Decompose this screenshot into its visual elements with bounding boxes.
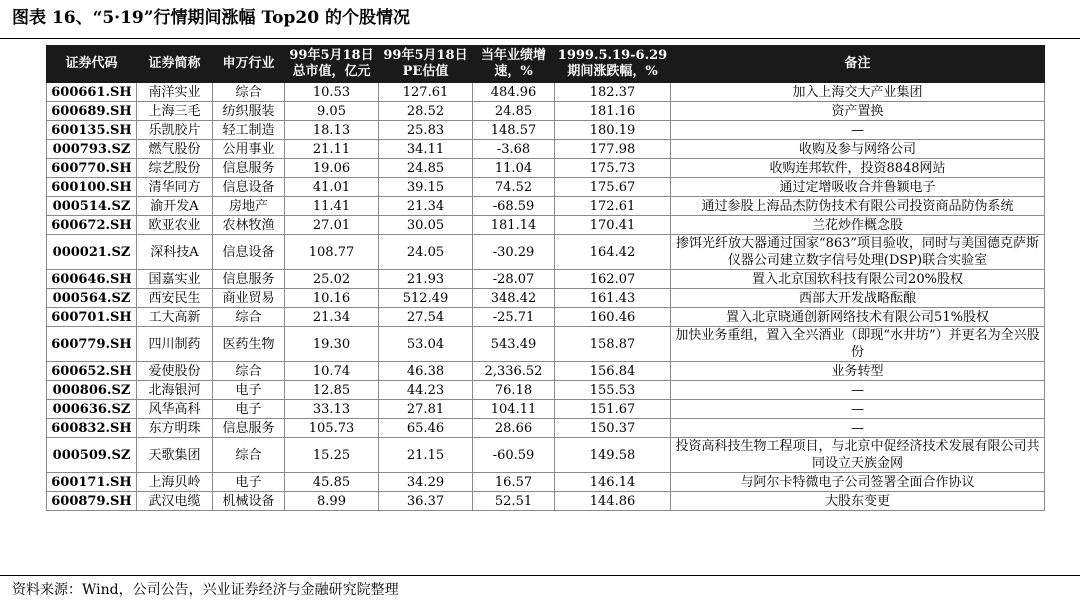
header-growth: 当年业绩增速，%: [473, 46, 555, 83]
cell-growth: 16.57: [473, 473, 555, 492]
cell-growth: 74.52: [473, 178, 555, 197]
cell-industry: 农林牧渔: [213, 216, 285, 235]
table-row: [47, 140, 1045, 159]
cell-pe: 24.05: [379, 235, 473, 270]
cell-industry: 信息服务: [213, 270, 285, 289]
cell-market-cap: 10.16: [285, 289, 379, 308]
cell-change: 180.19: [555, 121, 671, 140]
table-row: [47, 83, 1045, 102]
cell-pe: 53.04: [379, 327, 473, 362]
cell-industry: 电子: [213, 473, 285, 492]
cell-growth: 52.51: [473, 492, 555, 511]
bottom-rule: [0, 575, 1080, 576]
cell-name: 欧亚农业: [137, 216, 213, 235]
cell-code: 600701.SH: [47, 308, 137, 327]
cell-pe: 30.05: [379, 216, 473, 235]
cell-code: 600646.SH: [47, 270, 137, 289]
cell-growth: 11.04: [473, 159, 555, 178]
cell-change: 160.46: [555, 308, 671, 327]
cell-name: 西安民生: [137, 289, 213, 308]
cell-market-cap: 12.85: [285, 381, 379, 400]
cell-change: 162.07: [555, 270, 671, 289]
cell-pe: 34.11: [379, 140, 473, 159]
cell-industry: 房地产: [213, 197, 285, 216]
cell-pe: 25.83: [379, 121, 473, 140]
cell-note: 业务转型: [671, 362, 1045, 381]
cell-industry: 综合: [213, 83, 285, 102]
cell-growth: 76.18: [473, 381, 555, 400]
cell-change: 146.14: [555, 473, 671, 492]
cell-name: 乐凯胶片: [137, 121, 213, 140]
cell-note: 西部大开发战略酝酿: [671, 289, 1045, 308]
cell-pe: 512.49: [379, 289, 473, 308]
cell-pe: 24.85: [379, 159, 473, 178]
table-row: [47, 216, 1045, 235]
cell-growth: 181.14: [473, 216, 555, 235]
cell-market-cap: 33.13: [285, 400, 379, 419]
cell-code: 000636.SZ: [47, 400, 137, 419]
cell-name: 上海三毛: [137, 102, 213, 121]
cell-pe: 27.81: [379, 400, 473, 419]
cell-change: 177.98: [555, 140, 671, 159]
cell-market-cap: 108.77: [285, 235, 379, 270]
cell-industry: 电子: [213, 381, 285, 400]
cell-change: 150.37: [555, 419, 671, 438]
cell-code: 600832.SH: [47, 419, 137, 438]
cell-market-cap: 27.01: [285, 216, 379, 235]
cell-name: 深科技A: [137, 235, 213, 270]
cell-growth: 28.66: [473, 419, 555, 438]
cell-change: 161.43: [555, 289, 671, 308]
cell-market-cap: 19.30: [285, 327, 379, 362]
cell-code: 600135.SH: [47, 121, 137, 140]
cell-note: —: [671, 381, 1045, 400]
table-row: [47, 235, 1045, 270]
cell-name: 北海银河: [137, 381, 213, 400]
cell-growth: 543.49: [473, 327, 555, 362]
cell-growth: 348.42: [473, 289, 555, 308]
header-name: 证券简称: [137, 46, 213, 83]
cell-pe: 21.34: [379, 197, 473, 216]
cell-note: 收购及参与网络公司: [671, 140, 1045, 159]
cell-name: 南洋实业: [137, 83, 213, 102]
cell-note: 通过定增吸收合并鲁颖电子: [671, 178, 1045, 197]
table-row: [47, 381, 1045, 400]
cell-name: 风华高科: [137, 400, 213, 419]
cell-pe: 44.23: [379, 381, 473, 400]
table-row: [47, 308, 1045, 327]
table-row: [47, 473, 1045, 492]
cell-pe: 65.46: [379, 419, 473, 438]
cell-growth: 2,336.52: [473, 362, 555, 381]
cell-market-cap: 19.06: [285, 159, 379, 178]
cell-note: —: [671, 121, 1045, 140]
cell-code: 600779.SH: [47, 327, 137, 362]
table-row: [47, 492, 1045, 511]
cell-change: 181.16: [555, 102, 671, 121]
header-row: [47, 46, 1045, 83]
cell-note: 加入上海交大产业集团: [671, 83, 1045, 102]
cell-change: 172.61: [555, 197, 671, 216]
cell-pe: 36.37: [379, 492, 473, 511]
cell-name: 爱使股份: [137, 362, 213, 381]
cell-code: 000793.SZ: [47, 140, 137, 159]
header-change: 1999.5.19-6.29期间涨跌幅，%: [555, 46, 671, 83]
cell-change: 151.67: [555, 400, 671, 419]
table-row: [47, 197, 1045, 216]
table-row: [47, 178, 1045, 197]
cell-change: 182.37: [555, 83, 671, 102]
cell-code: 600100.SH: [47, 178, 137, 197]
cell-note: 大股东变更: [671, 492, 1045, 511]
cell-code: 600689.SH: [47, 102, 137, 121]
cell-name: 天歌集团: [137, 438, 213, 473]
cell-code: 600770.SH: [47, 159, 137, 178]
cell-note: 与阿尔卡特微电子公司签署全面合作协议: [671, 473, 1045, 492]
cell-pe: 34.29: [379, 473, 473, 492]
table-row: [47, 102, 1045, 121]
cell-industry: 综合: [213, 438, 285, 473]
source-note: 资料来源：Wind，公司公告，兴业证券经济与金融研究院整理: [12, 582, 399, 598]
cell-note: 掺饵光纤放大器通过国家“863”项目验收，同时与美国德克萨斯仪器公司建立数字信号处理(DSP)联合实验室: [671, 235, 1045, 270]
cell-name: 武汉电缆: [137, 492, 213, 511]
cell-growth: 148.57: [473, 121, 555, 140]
cell-name: 燃气股份: [137, 140, 213, 159]
cell-change: 149.58: [555, 438, 671, 473]
cell-industry: 信息服务: [213, 159, 285, 178]
cell-code: 000514.SZ: [47, 197, 137, 216]
cell-market-cap: 9.05: [285, 102, 379, 121]
top-rule: [0, 38, 1080, 39]
header-notes: 备注: [671, 46, 1045, 83]
cell-growth: 24.85: [473, 102, 555, 121]
cell-code: 600672.SH: [47, 216, 137, 235]
cell-change: 170.41: [555, 216, 671, 235]
cell-market-cap: 10.74: [285, 362, 379, 381]
cell-growth: -3.68: [473, 140, 555, 159]
cell-change: 144.86: [555, 492, 671, 511]
cell-change: 175.73: [555, 159, 671, 178]
cell-growth: -60.59: [473, 438, 555, 473]
cell-note: 兰花炒作概念股: [671, 216, 1045, 235]
cell-code: 000021.SZ: [47, 235, 137, 270]
cell-change: 164.42: [555, 235, 671, 270]
cell-change: 175.67: [555, 178, 671, 197]
cell-industry: 医药生物: [213, 327, 285, 362]
cell-market-cap: 15.25: [285, 438, 379, 473]
cell-market-cap: 11.41: [285, 197, 379, 216]
table-row: [47, 438, 1045, 473]
cell-growth: 484.96: [473, 83, 555, 102]
cell-industry: 纺织服装: [213, 102, 285, 121]
table-body: [47, 83, 1045, 511]
cell-growth: -25.71: [473, 308, 555, 327]
cell-market-cap: 18.13: [285, 121, 379, 140]
cell-code: 000806.SZ: [47, 381, 137, 400]
cell-code: 600171.SH: [47, 473, 137, 492]
cell-growth: -30.29: [473, 235, 555, 270]
cell-name: 清华同方: [137, 178, 213, 197]
cell-note: 通过参股上海品杰防伪技术有限公司投资商品防伪系统: [671, 197, 1045, 216]
cell-code: 000509.SZ: [47, 438, 137, 473]
header-industry: 申万行业: [213, 46, 285, 83]
cell-market-cap: 105.73: [285, 419, 379, 438]
cell-industry: 商业贸易: [213, 289, 285, 308]
cell-industry: 信息设备: [213, 178, 285, 197]
cell-note: —: [671, 400, 1045, 419]
cell-market-cap: 25.02: [285, 270, 379, 289]
cell-pe: 27.54: [379, 308, 473, 327]
table-row: [47, 270, 1045, 289]
cell-pe: 21.93: [379, 270, 473, 289]
cell-industry: 综合: [213, 308, 285, 327]
figure-title: 图表 16、“5·19”行情期间涨幅 Top20 的个股情况: [12, 8, 410, 28]
cell-note: 收购连邦软件，投资8848网站: [671, 159, 1045, 178]
cell-pe: 46.38: [379, 362, 473, 381]
stock-table: [46, 45, 1045, 511]
cell-code: 600652.SH: [47, 362, 137, 381]
cell-change: 155.53: [555, 381, 671, 400]
cell-growth: -68.59: [473, 197, 555, 216]
cell-code: 600661.SH: [47, 83, 137, 102]
cell-note: 置入北京晓通创新网络技术有限公司51%股权: [671, 308, 1045, 327]
cell-name: 国嘉实业: [137, 270, 213, 289]
cell-industry: 信息服务: [213, 419, 285, 438]
cell-growth: 104.11: [473, 400, 555, 419]
table-row: [47, 289, 1045, 308]
cell-market-cap: 21.11: [285, 140, 379, 159]
table-row: [47, 419, 1045, 438]
cell-industry: 电子: [213, 400, 285, 419]
cell-market-cap: 10.53: [285, 83, 379, 102]
cell-note: 置入北京国软科技有限公司20%股权: [671, 270, 1045, 289]
cell-name: 东方明珠: [137, 419, 213, 438]
cell-market-cap: 41.01: [285, 178, 379, 197]
table-row: [47, 327, 1045, 362]
cell-name: 综艺股份: [137, 159, 213, 178]
header-market-cap: 99年5月18日总市值，亿元: [285, 46, 379, 83]
cell-note: 加快业务重组，置入全兴酒业（即现“水井坊”）并更名为全兴股份: [671, 327, 1045, 362]
header-pe: 99年5月18日PE估值: [379, 46, 473, 83]
cell-market-cap: 21.34: [285, 308, 379, 327]
cell-name: 渝开发A: [137, 197, 213, 216]
table-row: [47, 159, 1045, 178]
cell-market-cap: 45.85: [285, 473, 379, 492]
table-row: [47, 121, 1045, 140]
table-row: [47, 400, 1045, 419]
cell-pe: 127.61: [379, 83, 473, 102]
cell-market-cap: 8.99: [285, 492, 379, 511]
cell-note: 资产置换: [671, 102, 1045, 121]
cell-industry: 综合: [213, 362, 285, 381]
cell-name: 工大高新: [137, 308, 213, 327]
cell-name: 上海贝岭: [137, 473, 213, 492]
table-row: [47, 362, 1045, 381]
cell-note: 投资高科技生物工程项目，与北京中促经济技术发展有限公司共同设立天族金网: [671, 438, 1045, 473]
cell-industry: 机械设备: [213, 492, 285, 511]
cell-note: —: [671, 419, 1045, 438]
cell-pe: 21.15: [379, 438, 473, 473]
cell-name: 四川制药: [137, 327, 213, 362]
header-code: 证券代码: [47, 46, 137, 83]
cell-industry: 轻工制造: [213, 121, 285, 140]
cell-pe: 28.52: [379, 102, 473, 121]
cell-pe: 39.15: [379, 178, 473, 197]
cell-change: 158.87: [555, 327, 671, 362]
cell-industry: 信息设备: [213, 235, 285, 270]
cell-industry: 公用事业: [213, 140, 285, 159]
cell-change: 156.84: [555, 362, 671, 381]
cell-code: 000564.SZ: [47, 289, 137, 308]
cell-code: 600879.SH: [47, 492, 137, 511]
cell-growth: -28.07: [473, 270, 555, 289]
